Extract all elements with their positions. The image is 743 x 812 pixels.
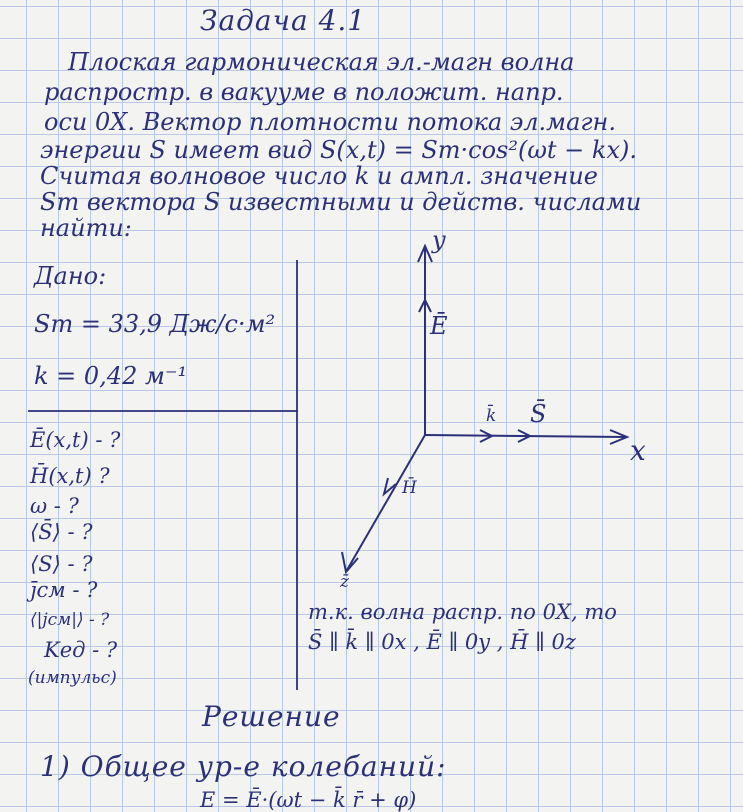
problem-line-6: Sm вектора S известными и действ. числами: [40, 188, 642, 216]
find-j-displacement: j̄см - ?: [30, 578, 98, 602]
find-j-avg: ⟨|jсм|⟩ - ?: [30, 610, 110, 630]
problem-line-2: распростр. в вакууме в положит. напр.: [44, 78, 564, 106]
z-axis: [347, 435, 425, 570]
note-line-1: т.к. волна распр. по 0X, то: [308, 600, 617, 624]
h-vector-label: H̄: [402, 478, 417, 498]
find-s-avg: ⟨S⟩ - ?: [30, 552, 93, 576]
find-omega: ω - ?: [30, 494, 79, 518]
find-impulse: (импульс): [28, 668, 117, 688]
problem-line-5: Считая волновое число k и ампл. значение: [40, 162, 598, 190]
find-k-unit: Kед - ?: [44, 638, 118, 662]
e-vector-label: Ē: [430, 312, 448, 340]
find-s-avg-vector: ⟨S̄⟩ - ?: [30, 520, 93, 544]
step-1: 1) Общее ур-е колебаний:: [40, 750, 447, 783]
step-1-formula: E = Ē·(ωt − k̄ r̄ + φ): [200, 788, 417, 812]
problem-line-1: Плоская гармоническая эл.-магн волна: [68, 48, 575, 76]
k-vector-label: k̄: [486, 406, 497, 426]
s-vector-label: S̄: [530, 400, 547, 428]
solution-heading: Решение: [202, 700, 341, 733]
find-e: Ē(x,t) - ?: [30, 428, 121, 452]
x-axis: [425, 435, 625, 437]
problem-line-7: найти:: [40, 214, 132, 242]
given-heading: Дано:: [34, 262, 107, 290]
given-sm: Sm = 33,9 Дж/с·м²: [34, 310, 276, 338]
problem-line-3: оси 0X. Вектор плотности потока эл.магн.: [44, 108, 616, 136]
note-line-2: S̄ ∥ k̄ ∥ 0x , Ē ∥ 0y , H̄ ∥ 0z: [308, 630, 576, 654]
problem-line-4: энергии S имеет вид S(x,t) = Sm·cos²(ωt − kx).: [40, 136, 637, 164]
z-axis-label: z̄: [340, 572, 349, 592]
y-axis-label: y: [432, 226, 446, 254]
title: Задача 4.1: [200, 4, 367, 37]
x-axis-label: x: [630, 434, 647, 467]
given-k: k = 0,42 м⁻¹: [34, 362, 188, 390]
h-vector-arrow: [384, 478, 396, 494]
find-h: H̄(x,t) ?: [30, 464, 110, 488]
